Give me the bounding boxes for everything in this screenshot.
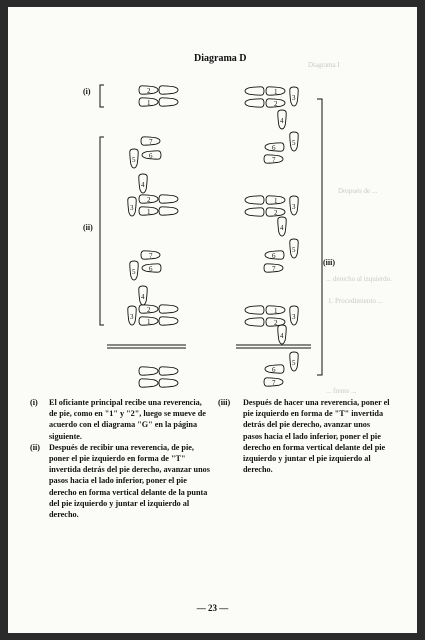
svg-text:1: 1 [274,197,278,205]
footprint-group-ii-b [128,195,178,216]
bleed-through-text: ... frente ... [326,387,357,395]
instruction-text: El oficiante principal recibe una reverencia, de pie, como en "1" y "2", luego se mueve de acuerdo con el diagrama "G" en la página siguiente. [49,398,206,441]
svg-text:1: 1 [274,88,278,96]
svg-text:6: 6 [149,152,153,160]
svg-text:2: 2 [274,100,278,108]
svg-text:6: 6 [272,366,276,374]
svg-text:5: 5 [292,139,296,147]
instruction-text: Después de hacer una reverencia, poner el pie izquierdo en forma de "T" invertida detrás del pie derecho, avanzar unos pasos hacia el lado inferior, poner el pie derecho en forma vertical delante del pie izquierdo y juntar el pie izquierdo al derecho. [243,398,390,475]
svg-text:5: 5 [132,268,136,276]
group-label-ii: (ii) [83,223,93,232]
svg-text:7: 7 [149,138,153,146]
svg-text:3: 3 [292,313,296,321]
bleed-through-text: Después de ... [338,187,378,195]
instruction-tag: (iii) [218,398,231,407]
footstep-diagram [8,7,417,407]
svg-text:2: 2 [147,87,151,95]
instruction-item-ii [30,442,210,520]
svg-text:3: 3 [130,204,134,212]
bleed-through-text: 1. Procedimiento ... [328,297,383,305]
footprint-group-iii-a [245,87,298,129]
svg-text:7: 7 [149,252,153,260]
svg-text:4: 4 [280,332,284,340]
footprint-group-ii-c [130,251,161,305]
svg-text:1: 1 [147,99,151,107]
instructions-right [218,397,390,475]
bleed-through-text: ... derecho al izquierdo. [326,275,392,283]
footprint-group-iii-c [245,196,298,236]
svg-text:1: 1 [147,208,151,216]
svg-text:2: 2 [274,319,278,327]
svg-text:2: 2 [147,306,151,314]
bleed-through-text: Diagrama I [308,61,340,69]
document-page [8,7,417,633]
instructions-left [30,397,210,520]
svg-text:1: 1 [147,318,151,326]
svg-text:7: 7 [272,265,276,273]
svg-text:5: 5 [132,156,136,164]
svg-text:6: 6 [149,265,153,273]
instruction-item-iii [218,397,390,475]
instruction-tag: (i) [30,398,38,407]
svg-text:5: 5 [292,246,296,254]
svg-text:4: 4 [141,181,145,189]
footprint-group-ii-a [130,137,161,193]
svg-text:4: 4 [280,117,284,125]
footprint-group-iii-d [264,239,298,273]
group-label-iii: (iii) [323,258,335,267]
footprint-group-ii-d [128,305,178,326]
svg-text:4: 4 [280,224,284,232]
footprint-group-end-right [264,352,298,387]
instruction-tag: (ii) [30,442,41,452]
svg-text:6: 6 [272,144,276,152]
footprint-group-end-left [139,367,178,387]
instruction-text: Después de recibir una reverencia, de pie, poner el pie izquierdo en forma de "T" invertida detrás del pie derecho, avanzar unos pasos hacia el lado inferior, poner el pie derecho en forma vertical delante de la punta del pie izquierdo y juntar el izquierdo al derecho. [49,442,210,520]
svg-text:1: 1 [274,307,278,315]
svg-text:3: 3 [130,313,134,321]
svg-text:2: 2 [274,209,278,217]
svg-text:4: 4 [141,293,145,301]
group-label-i: (i) [83,87,91,96]
svg-text:5: 5 [292,359,296,367]
svg-text:3: 3 [292,94,296,102]
footprint-group-iii-b [264,132,298,164]
svg-text:6: 6 [272,252,276,260]
footprint-group-iii-e [245,306,298,344]
svg-text:7: 7 [272,379,276,387]
svg-text:7: 7 [272,156,276,164]
diagram-title: Diagrama D [194,53,247,64]
svg-text:3: 3 [292,203,296,211]
svg-text:2: 2 [147,196,151,204]
page-number: — 23 — [196,603,229,613]
instruction-item-i [30,397,210,442]
footprint-group-i [139,86,178,107]
